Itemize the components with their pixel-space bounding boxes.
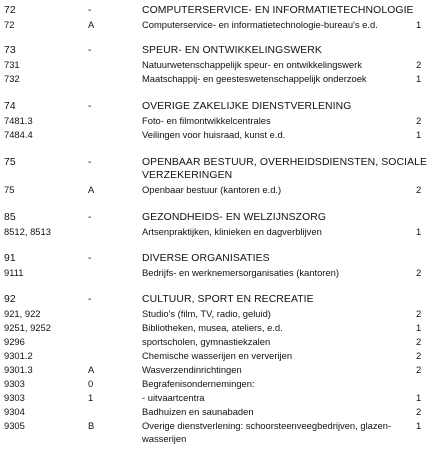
row-desc: Artsenpraktijken, klinieken en dagverblijven bbox=[142, 226, 322, 237]
row-code: 72 bbox=[4, 19, 15, 30]
row-mark: A bbox=[88, 364, 95, 375]
row-desc: Wasverzendinrichtingen bbox=[142, 364, 242, 375]
row-desc: Begrafenisondernemingen: bbox=[142, 378, 255, 389]
table-row bbox=[0, 184, 432, 196]
row-code: 92 bbox=[4, 294, 16, 305]
row-code: 7481.3 bbox=[4, 115, 33, 126]
row-desc: Bedrijfs- en werknemersorganisaties (kantoren) bbox=[142, 267, 339, 278]
section-heading-row bbox=[0, 212, 432, 224]
row-desc: VERZEKERINGEN bbox=[142, 170, 233, 181]
row-mark: - bbox=[88, 101, 92, 112]
row-desc: OPENBAAR BESTUUR, OVERHEIDSDIENSTEN, SOCIALE bbox=[142, 157, 428, 168]
section-heading-row bbox=[0, 157, 432, 169]
table-row bbox=[0, 350, 432, 362]
row-mark: A bbox=[88, 19, 95, 30]
row-mark: B bbox=[88, 420, 95, 431]
row-mark: A bbox=[88, 184, 95, 195]
row-desc: Natuurwetenschappelijk speur- en ontwikkelingswerk bbox=[142, 59, 362, 70]
row-mark: - bbox=[88, 45, 92, 56]
row-num: 1 bbox=[416, 322, 422, 333]
row-desc: Openbaar bestuur (kantoren e.d.) bbox=[142, 184, 282, 195]
row-num: 2 bbox=[416, 267, 422, 278]
table-row bbox=[0, 19, 432, 31]
row-desc: COMPUTERSERVICE- EN INFORMATIETECHNOLOGIE bbox=[142, 5, 414, 16]
row-desc: Bibliotheken, musea, ateliers, e.d. bbox=[142, 322, 283, 333]
table-row bbox=[0, 59, 432, 71]
row-desc: Overige dienstverlening: schoorsteenveegbedrijven, glazen- bbox=[142, 420, 392, 431]
table-row bbox=[0, 378, 432, 390]
row-code: 9301.2 bbox=[4, 350, 33, 361]
row-desc: GEZONDHEIDS- EN WELZIJNSZORG bbox=[142, 212, 327, 223]
row-num: 2 bbox=[416, 350, 422, 361]
row-desc: wasserijen bbox=[142, 433, 187, 444]
row-mark: 0 bbox=[88, 378, 94, 389]
row-num: 1 bbox=[416, 226, 422, 237]
row-mark: 1 bbox=[88, 392, 94, 403]
table-row bbox=[0, 392, 432, 404]
table-row bbox=[0, 420, 432, 432]
row-num: 2 bbox=[416, 184, 422, 195]
table-row bbox=[0, 226, 432, 238]
row-num: 1 bbox=[416, 420, 422, 431]
row-code: 9305 bbox=[4, 420, 25, 431]
row-mark: - bbox=[88, 253, 92, 264]
row-code: 85 bbox=[4, 212, 16, 223]
row-code: 9303 bbox=[4, 378, 25, 389]
section-heading-row bbox=[0, 294, 432, 306]
table-row bbox=[0, 322, 432, 334]
row-mark: - bbox=[88, 157, 92, 168]
section-heading-row bbox=[0, 170, 432, 182]
row-code: 921, 922 bbox=[4, 308, 41, 319]
row-code: 731 bbox=[4, 59, 20, 70]
row-num: 2 bbox=[416, 336, 422, 347]
row-code: 9296 bbox=[4, 336, 25, 347]
section-heading-row bbox=[0, 5, 432, 17]
row-desc: sportscholen, gymnastiekzalen bbox=[142, 336, 271, 347]
row-desc: Foto- en filmontwikkelcentrales bbox=[142, 115, 271, 126]
table-row bbox=[0, 336, 432, 348]
row-num: 2 bbox=[416, 406, 422, 417]
table-row bbox=[0, 115, 432, 127]
section-heading-row bbox=[0, 45, 432, 57]
row-code: 91 bbox=[4, 253, 16, 264]
row-mark: - bbox=[88, 294, 92, 305]
table-row bbox=[0, 73, 432, 85]
section-heading-row bbox=[0, 101, 432, 113]
row-desc: - uitvaartcentra bbox=[142, 392, 205, 403]
row-num: 2 bbox=[416, 308, 422, 319]
row-desc: DIVERSE ORGANISATIES bbox=[142, 253, 270, 264]
row-mark: - bbox=[88, 5, 92, 16]
table-row bbox=[0, 433, 432, 445]
row-code: 9301.3 bbox=[4, 364, 33, 375]
row-num: 1 bbox=[416, 73, 422, 84]
row-code: 9251, 9252 bbox=[4, 322, 51, 333]
row-desc: Studio's (film, TV, radio, geluid) bbox=[142, 308, 271, 319]
section-heading-row bbox=[0, 253, 432, 265]
row-desc: SPEUR- EN ONTWIKKELINGSWERK bbox=[142, 45, 322, 56]
row-code: 9303 bbox=[4, 392, 25, 403]
row-num: 1 bbox=[416, 392, 422, 403]
row-code: 75 bbox=[4, 184, 15, 195]
row-code: 9111 bbox=[4, 267, 24, 278]
row-desc: Badhuizen en saunabaden bbox=[142, 406, 254, 417]
table-row bbox=[0, 308, 432, 320]
table-row bbox=[0, 267, 432, 279]
row-desc: Chemische wasserijen en ververijen bbox=[142, 350, 293, 361]
row-code: 7484.4 bbox=[4, 129, 33, 140]
row-desc: Maatschappij- en geesteswetenschappelijk onderzoek bbox=[142, 73, 367, 84]
row-code: 73 bbox=[4, 45, 16, 56]
table-row bbox=[0, 364, 432, 376]
row-code: 72 bbox=[4, 5, 16, 16]
row-code: 8512, 8513 bbox=[4, 226, 51, 237]
row-desc: Computerservice- en informatietechnologie-bureau's e.d. bbox=[142, 19, 378, 30]
row-num: 2 bbox=[416, 115, 422, 126]
row-code: 74 bbox=[4, 101, 16, 112]
row-desc: Veilingen voor huisraad, kunst e.d. bbox=[142, 129, 286, 140]
row-num: 1 bbox=[416, 19, 422, 30]
row-code: 732 bbox=[4, 73, 20, 84]
row-desc: OVERIGE ZAKELIJKE DIENSTVERLENING bbox=[142, 101, 352, 112]
row-code: 9304 bbox=[4, 406, 25, 417]
row-num: 1 bbox=[416, 129, 422, 140]
table-row bbox=[0, 406, 432, 418]
row-mark: - bbox=[88, 212, 92, 223]
row-desc: CULTUUR, SPORT EN RECREATIE bbox=[142, 294, 314, 305]
table-row bbox=[0, 129, 432, 141]
row-num: 2 bbox=[416, 59, 422, 70]
row-num: 2 bbox=[416, 364, 422, 375]
row-code: 75 bbox=[4, 157, 16, 168]
